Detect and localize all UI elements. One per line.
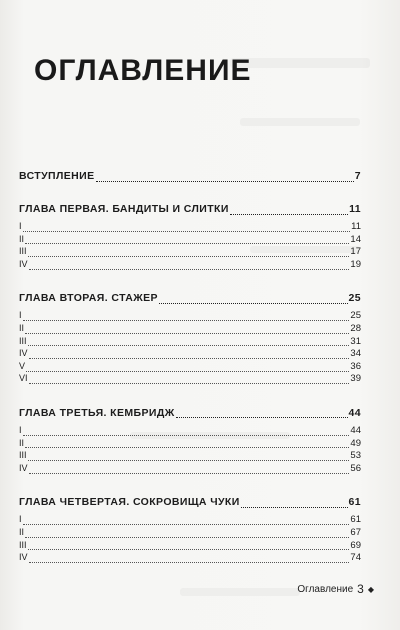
toc-chapters	[19, 201, 361, 564]
toc-entry-label: IV	[19, 552, 28, 563]
toc-subsection	[19, 322, 361, 335]
dot-leader	[25, 235, 349, 244]
toc-entry-page: 74	[350, 552, 361, 564]
dot-leader	[28, 248, 350, 257]
toc-subsection	[19, 462, 361, 475]
toc-chapter-heading	[19, 405, 361, 421]
toc-entry-page: 49	[350, 437, 361, 449]
dot-leader	[29, 465, 350, 474]
toc-entry-page: 7	[354, 170, 361, 182]
toc-entry-label: III	[19, 539, 27, 550]
toc-entry-label: II	[19, 322, 25, 333]
toc-subsection	[19, 360, 361, 373]
toc-entry-page: 25	[350, 310, 361, 322]
dot-leader	[25, 529, 349, 538]
toc-entry-label: I	[19, 424, 22, 435]
toc-entry-page: 44	[350, 424, 361, 436]
toc-entry-page: 67	[350, 526, 361, 538]
toc-subsection	[19, 220, 361, 233]
toc-entry-label: ГЛАВА ЧЕТВЕРТАЯ. СОКРОВИЩА ЧУКИ	[19, 496, 240, 509]
toc-entry-page: 11	[349, 203, 361, 215]
page-number: 3	[357, 582, 364, 596]
dot-leader	[23, 223, 351, 232]
toc-entry-page: 61	[350, 514, 361, 526]
toc-chapter-group	[19, 405, 361, 474]
toc-entry-page: 69	[350, 539, 361, 551]
toc-entry-page: 19	[350, 258, 361, 270]
toc-entry-label: I	[19, 514, 22, 525]
toc-entry-label: IV	[19, 348, 28, 359]
dot-leader	[26, 363, 349, 372]
page-title: ОГЛАВЛЕНИЕ	[34, 54, 252, 87]
toc-chapter-group	[19, 201, 361, 270]
toc-entry-label: ГЛАВА ВТОРАЯ. СТАЖЕР	[19, 292, 158, 305]
dot-leader	[159, 295, 348, 304]
show-through	[180, 588, 300, 596]
toc-subsection	[19, 335, 361, 348]
toc-entry-page: 31	[350, 335, 361, 347]
toc-entry-page: 28	[350, 322, 361, 334]
toc-subsection	[19, 437, 361, 450]
toc-entry-page: 56	[350, 462, 361, 474]
dot-leader	[28, 337, 350, 346]
toc-subsection	[19, 449, 361, 462]
dot-leader	[29, 261, 350, 270]
toc-chapter-group	[19, 494, 361, 563]
toc-entry-page: 14	[350, 233, 361, 245]
dot-leader	[29, 554, 350, 563]
toc-entry-label: ВСТУПЛЕНИЕ	[19, 170, 95, 182]
toc-intro-group	[19, 168, 361, 184]
dot-leader	[28, 541, 350, 550]
toc-subsection	[19, 372, 361, 385]
toc-entry-label: II	[19, 233, 25, 244]
toc-entry-label: II	[19, 437, 25, 448]
dot-leader	[25, 439, 349, 448]
dot-leader	[23, 427, 350, 436]
toc-entry-page: 61	[348, 496, 361, 509]
toc-entry-label: ГЛАВА ТРЕТЬЯ. КЕМБРИДЖ	[19, 406, 175, 419]
toc-subsection	[19, 539, 361, 552]
toc-entry-page: 39	[350, 373, 361, 385]
toc-entry-label: III	[19, 246, 27, 257]
toc-entry-label: II	[19, 526, 25, 537]
dot-leader	[29, 375, 350, 384]
dot-leader	[230, 206, 348, 215]
toc-entry-label: I	[19, 221, 22, 231]
toc-entry-page: 44	[348, 406, 361, 419]
table-of-contents	[19, 168, 361, 584]
toc-subsection	[19, 347, 361, 360]
toc-entry-label: I	[19, 310, 22, 321]
toc-chapter-heading	[19, 494, 361, 510]
toc-entry-label: V	[19, 360, 26, 371]
toc-entry-page: 53	[350, 450, 361, 462]
toc-chapter-heading	[19, 201, 361, 217]
show-through	[240, 118, 360, 126]
dot-leader	[29, 350, 350, 359]
toc-entry-page: 11	[351, 221, 361, 232]
dot-leader	[23, 312, 350, 321]
dot-leader	[176, 409, 348, 418]
toc-entry-label: III	[19, 450, 27, 461]
toc-entry-page: 34	[350, 348, 361, 360]
toc-entry-intro	[19, 168, 361, 184]
toc-subsection	[19, 551, 361, 564]
toc-subsection	[19, 258, 361, 271]
footer-section-label: Оглавление	[297, 583, 354, 595]
toc-entry-page: 36	[350, 360, 361, 372]
toc-entry-page: 25	[348, 292, 361, 305]
toc-subsection	[19, 526, 361, 539]
toc-chapter-group	[19, 290, 361, 385]
toc-subsection	[19, 309, 361, 322]
toc-subsection	[19, 245, 361, 258]
dot-leader	[96, 173, 354, 182]
dot-leader	[241, 499, 348, 508]
toc-entry-label: ГЛАВА ПЕРВАЯ. БАНДИТЫ И СЛИТКИ	[19, 203, 229, 215]
toc-entry-label: VI	[19, 373, 28, 384]
diamond-icon: ◆	[367, 584, 374, 594]
toc-subsection	[19, 233, 361, 246]
dot-leader	[25, 325, 349, 334]
toc-entry-label: III	[19, 335, 27, 346]
toc-entry-label: IV	[19, 258, 28, 269]
dot-leader	[28, 452, 350, 461]
dot-leader	[23, 516, 350, 525]
toc-subsection	[19, 513, 361, 526]
page-footer	[297, 582, 374, 596]
toc-subsection	[19, 424, 361, 437]
toc-entry-page: 17	[350, 246, 361, 258]
toc-chapter-heading	[19, 290, 361, 306]
toc-entry-label: IV	[19, 462, 28, 473]
